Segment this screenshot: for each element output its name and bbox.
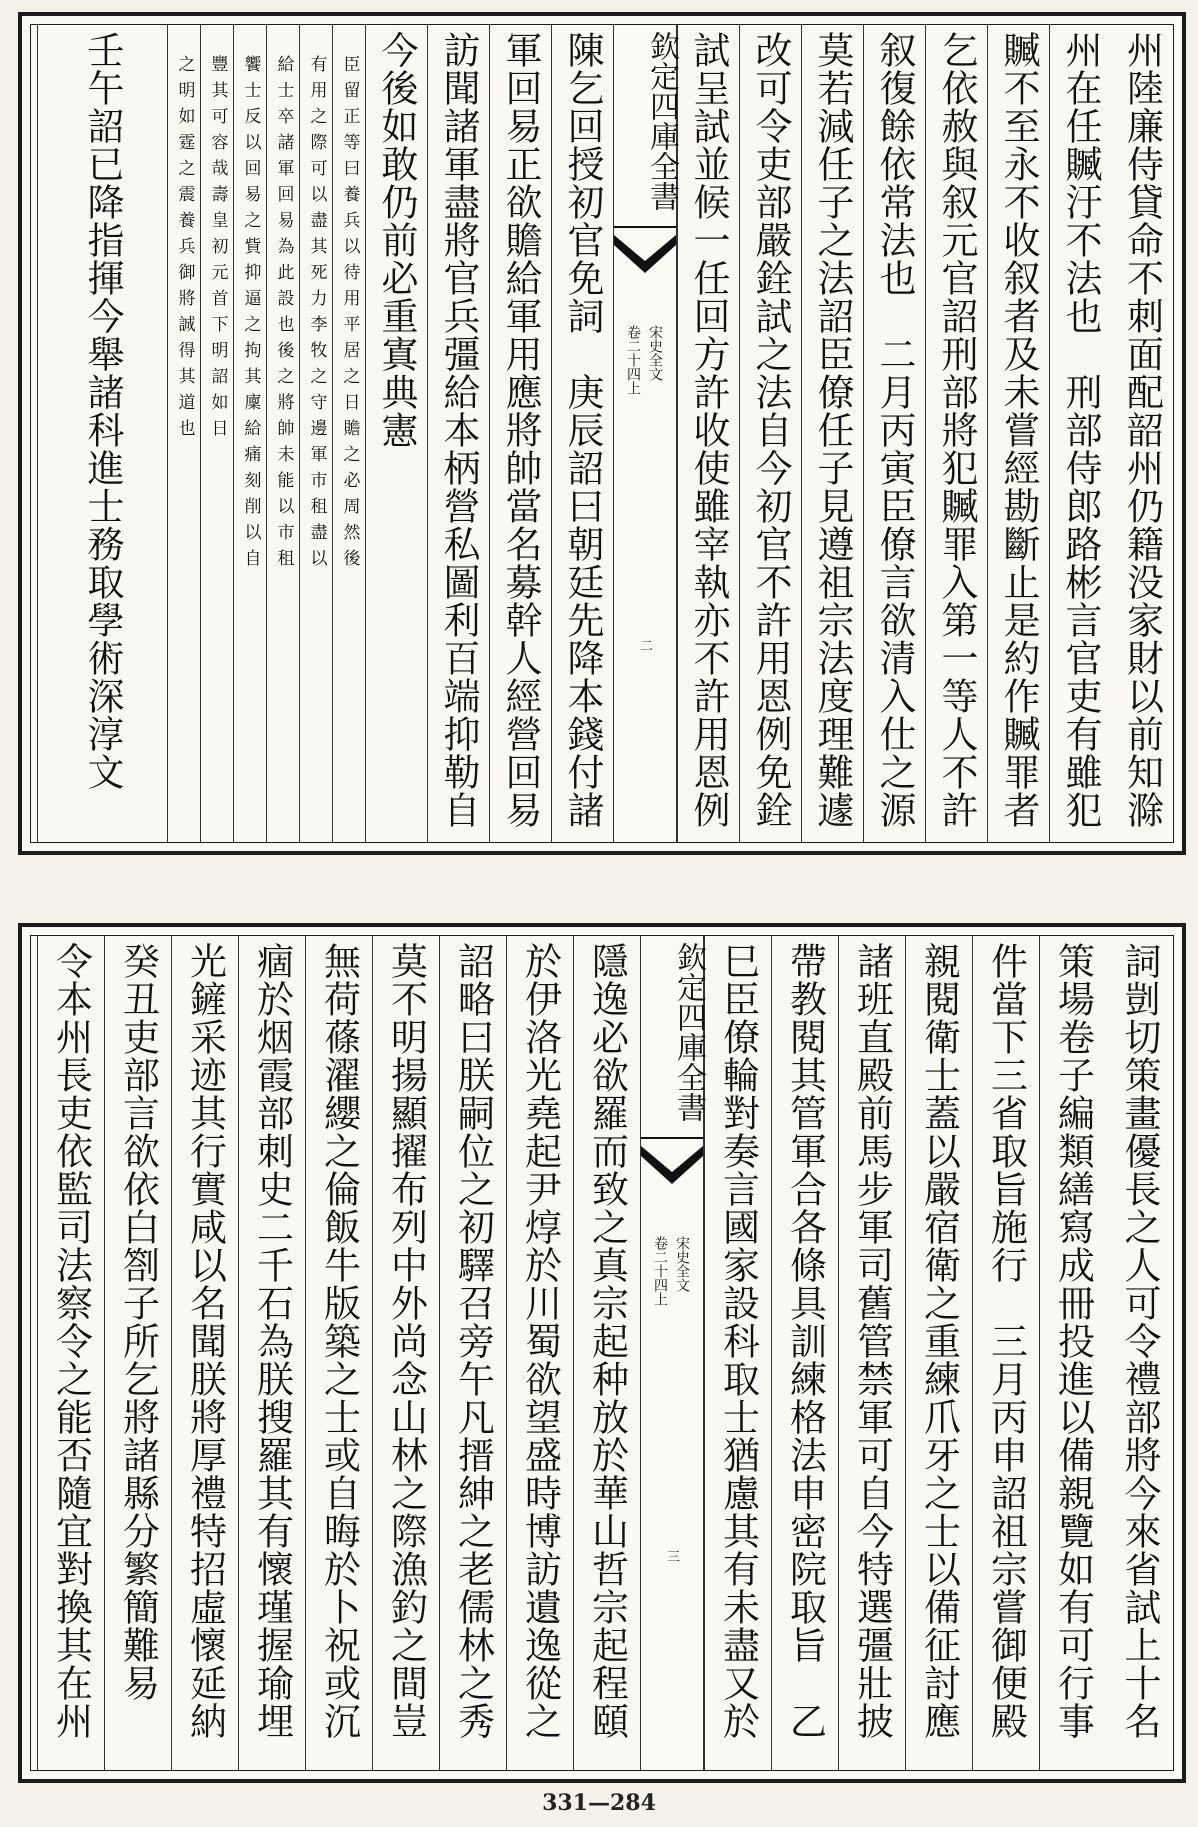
column-text: 改可令吏部嚴銓試之法自今初官不許用恩例免銓	[749, 31, 792, 829]
text-column	[771, 936, 838, 1770]
column-text: 帶教閱其管軍合各條具訓練格法申密院取旨 乙	[783, 942, 827, 1740]
column-text: 試呈試並候一任回方許收使雖宰執亦不許用恩例	[687, 31, 730, 829]
annotation-column	[200, 25, 233, 842]
column-text: 光鏟采迹其行實咸以名聞朕將厚禮特招虛懷延納	[183, 942, 227, 1740]
text-column	[171, 936, 238, 1770]
column-text: 無荷蓧濯纓之倫飯牛版築之士或自晦於卜祝或沉	[317, 942, 361, 1740]
text-column	[1106, 936, 1173, 1770]
text-column	[925, 25, 987, 842]
annotation-text: 饗士反以回易之貲抑逼之拘其廩給痛刻削以自	[240, 55, 261, 575]
annotation-text: 臣留正等曰養兵以待用平居之日贍之必周然後	[339, 55, 360, 575]
gutter-title: 欽定四庫全書	[644, 31, 679, 211]
text-column	[987, 25, 1049, 842]
column-text: 巳臣僚輪對奏言國家設科取士猶慮其有未盡又於	[716, 942, 760, 1740]
fishtail-mark-icon	[614, 221, 676, 281]
gutter-volume: 卷二十四上	[652, 1236, 668, 1306]
annotation-column	[266, 25, 299, 842]
bottom-page	[18, 923, 1186, 1783]
text-column	[972, 936, 1039, 1770]
text-column	[104, 936, 171, 1770]
gutter-page-number: 三	[667, 1550, 681, 1565]
gutter-title: 欽定四庫全書	[671, 942, 706, 1122]
gutter-page-number: 二	[640, 639, 654, 654]
text-column	[801, 25, 863, 842]
text-column	[1039, 936, 1106, 1770]
column-text: 莫不明揚顯擢布列中外尚念山林之際漁釣之間豈	[384, 942, 428, 1740]
column-text: 痼於烟霞部刺史二千石為朕搜羅其有懷瑾握瑜埋	[250, 942, 294, 1740]
text-column	[739, 25, 801, 842]
gutter-volume: 卷二十四上	[625, 325, 641, 395]
page-number: 331—284	[542, 1790, 656, 1816]
center-gutter	[640, 936, 704, 1770]
column-text: 詞剴切策畫優長之人可令禮部將今來省試上十名	[1118, 942, 1161, 1740]
text-column	[1049, 25, 1111, 842]
annotation-text: 豐其可容哉壽皇初元首下明詔如日	[207, 55, 228, 445]
column-text: 隱逸必欲羅而致之真宗起种放於華山哲宗起程頤	[585, 942, 629, 1740]
text-column	[905, 936, 972, 1770]
column-text: 叙復餘依常法也 二月丙寅臣僚言欲清入仕之源	[873, 31, 916, 829]
text-column	[372, 936, 439, 1770]
text-column	[439, 936, 506, 1770]
top-page	[18, 12, 1186, 855]
column-text: 癸丑吏部言欲依白劄子所乞將諸縣分繁簡難易	[116, 942, 160, 1702]
annotation-column	[233, 25, 266, 842]
annotation-text: 之明如霆之震養兵御將誠得其道也	[174, 55, 195, 445]
text-column	[677, 25, 739, 842]
text-column	[489, 25, 551, 842]
column-text: 親閱衛士蓋以嚴宿衛之重練爪牙之士以備征討應	[917, 942, 961, 1740]
text-column	[838, 936, 905, 1770]
annotation-column	[332, 25, 365, 842]
column-text: 件當下三省取旨施行 三月丙申詔祖宗嘗御便殿	[984, 942, 1028, 1740]
text-column	[37, 25, 167, 842]
column-text: 詔略曰朕嗣位之初驛召旁午凡搢紳之老儒林之秀	[451, 942, 495, 1740]
column-text: 壬午詔已降指揮今舉諸科進士務取學術深淳文	[81, 31, 124, 791]
text-column	[1111, 25, 1173, 842]
text-column	[427, 25, 489, 842]
text-column	[573, 936, 640, 1770]
column-text: 州在任贓汙不法也 刑部侍郎路彬言官吏有雖犯	[1059, 31, 1102, 829]
column-text: 諸班直殿前馬步軍司舊管禁軍可自今特選彊壯披	[850, 942, 894, 1740]
column-text: 軍回易正欲贍給軍用應將帥當名募幹人經營回易	[499, 31, 542, 829]
annotation-column	[167, 25, 200, 842]
fishtail-mark-icon	[641, 1132, 703, 1192]
text-column	[551, 25, 613, 842]
top-page-text-frame	[30, 24, 1174, 843]
column-text: 訪聞諸軍盡將官兵彊給本柄營私圖利百端抑勒自	[437, 31, 480, 829]
annotation-text: 有用之際可以盡其死力李牧之守邊軍市租盡以	[306, 55, 327, 575]
bottom-page-text-frame	[30, 935, 1174, 1771]
annotation-column	[299, 25, 332, 842]
center-gutter	[613, 25, 677, 842]
annotation-text: 給士卒諸軍回易為此設也後之將帥未能以市租	[273, 55, 294, 575]
column-text: 於伊洛光堯起尹焞於川蜀欲望盛時博訪遺逸從之	[518, 942, 562, 1740]
text-column	[305, 936, 372, 1770]
column-text: 策場卷子編類繕寫成冊投進以備親覽如有可行事	[1051, 942, 1095, 1740]
column-text: 州陸廉侍貸命不刺面配韶州仍籍没家財以前知滁	[1120, 31, 1164, 829]
column-text: 莫若減任子之法詔臣僚任子見遵祖宗法度理難遽	[811, 31, 854, 829]
text-column	[365, 25, 427, 842]
column-text: 今後如敢仍前必重寘典憲	[375, 31, 418, 449]
text-column	[37, 936, 104, 1770]
text-column	[863, 25, 925, 842]
gutter-book-title: 宋史全文	[647, 325, 663, 381]
text-column	[506, 936, 573, 1770]
column-text: 贓不至永不收叙者及未嘗經勘斷止是約作贓罪者	[997, 31, 1040, 829]
text-column	[238, 936, 305, 1770]
text-column	[704, 936, 771, 1770]
column-text: 乞依赦與叙元官詔刑部將犯贓罪入第一等人不許	[935, 31, 978, 829]
gutter-book-title: 宋史全文	[674, 1236, 690, 1292]
column-text: 陳乞回授初官免詞 庚辰詔曰朝廷先降本錢付諸	[561, 31, 604, 829]
column-text: 令本州長吏依監司法察令之能否隨宜對換其在州	[49, 942, 93, 1740]
